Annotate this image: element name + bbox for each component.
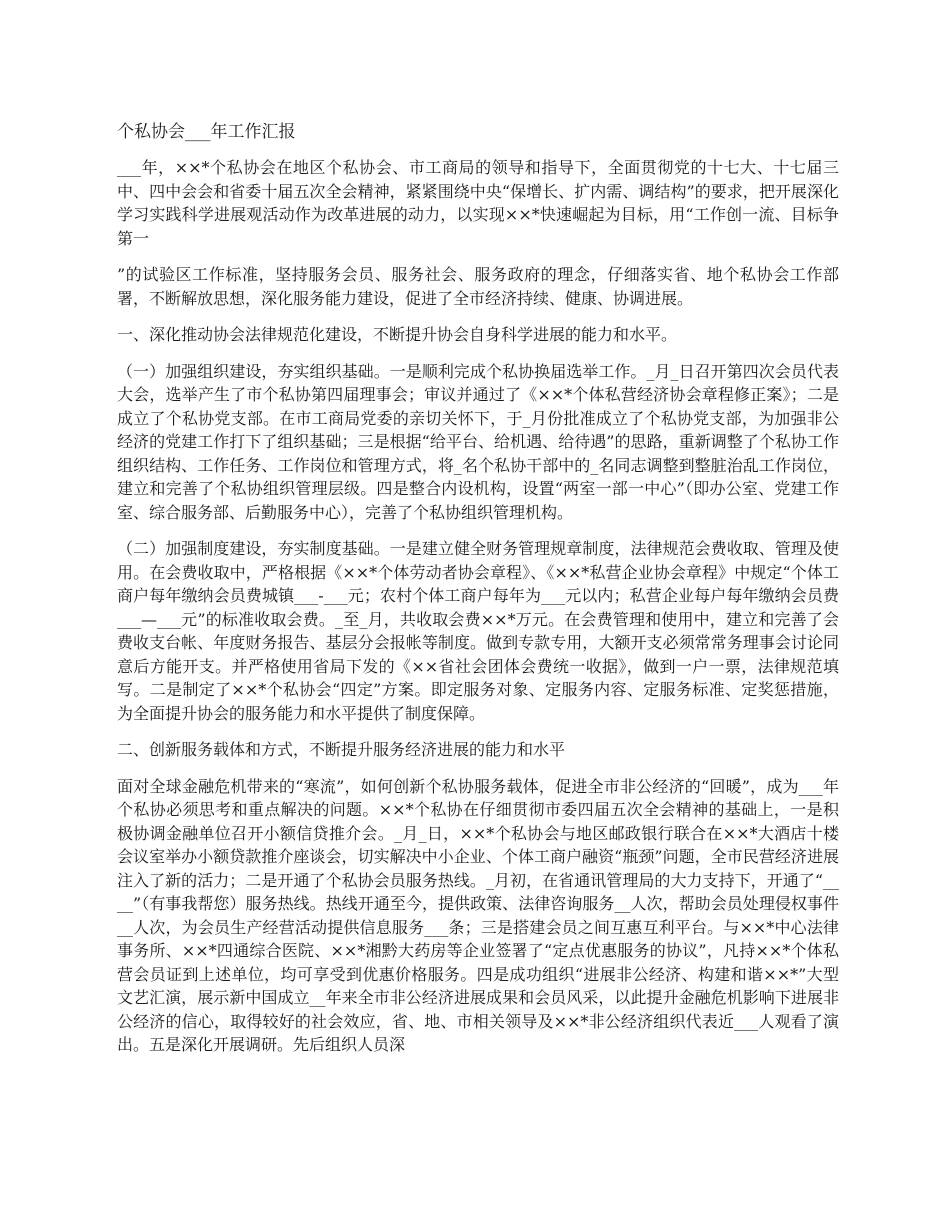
document-body — [117, 120, 839, 1070]
section-heading-2: 二、创新服务载体和方式，不断提升服务经济进展的能力和水平 — [117, 740, 566, 759]
subsection-system: （二）加强制度建设，夯实制度基础。一是建立健全财务管理规章制度，法律规范会费收取、管理及使用。在会费收取中，严格根据《××*个体劳动者协会章程》、《××*私营企业协会章程》中规定“个体工商户每年缴纳会员费城镇___-___元；农村个体工商户每年为___元以内；私营企业每户每年缴纳会员费___—___元”的标准收取会费。_至_月，共收取会费××*万元。在会费管理和使用中，建立和完善了会费收支台帐、年度财务报告、基层分会报帐等制度。做到专款专用，大额开支必须常常务理事会讨论同意后方能开支。并严格使用省局下发的《××省社会团体会费统一收据》，做到一户一票，法律规范填写。二是制定了××*个私协会“四定”方案。即定服务对象、定服务内容、定服务标准、定奖惩措施，为全面提升协会的服务能力和水平提供了制度保障。 — [117, 539, 839, 723]
document-title: 个私协会___年工作汇报 — [117, 122, 296, 142]
subsection-organization: （一）加强组织建设，夯实组织基础。一是顺利完成个私协换届选举工作。_月_日召开第四次会员代表大会，选举产生了市个私协第四届理事会；审议并通过了《××*个体私营经济协会章程修正案》；二是成立了个私协党支部。在市工商局党委的亲切关怀下，于_月份批准成立了个私协党支部，为加强非公经济的党建工作打下了组织基础；三是根据“给平台、给机遇、给待遇”的思路，重新调整了个私协工作组织结构、工作任务、工作岗位和管理方式，将_名个私协干部中的_名同志调整到整脏治乱工作岗位，建立和完善了个私协组织管理层级。四是整合内设机构，设置“两室一部一中心”（即办公室、党建工作室、综合服务部、后勤服务中心），完善了个私协组织管理机构。 — [117, 361, 839, 522]
section-2-paragraph: 面对全球金融危机带来的“寒流”，如何创新个私协服务载体，促进全市非公经济的“回暖”，成为___年个私协必须思考和重点解决的问题。××*个私协在仔细贯彻市委四届五次全会精神的基础上，一是积极协调金融单位召开小额信贷推介会。_月_日，××*个私协会与地区邮政银行联合在××*大酒店十楼会议室举办小额贷款推介座谈会，切实解决中小企业、个体工商户融资“瓶颈”问题，全市民营经济进展注入了新的活力；二是开通了个私协会员服务热线。_月初，在省通讯管理局的大力支持下，开通了“____”（有事我帮您）服务热线。热线开通至今，提供政策、法律咨询服务__人次，帮助会员处理侵权事件__人次，为会员生产经营活动提供信息服务___条；三是搭建会员之间互惠互利平台。与××*中心法律事务所、××*四通综合医院、××*湘黔大药房等企业签署了“定点优惠服务的协议”，凡持××*个体私营会员证到上述单位，均可享受到优惠价格服务。四是成功组织“进展非公经济、构建和谐××*”大型文艺汇演，展示新中国成立__年来全市非公经济进展成果和会员风采，以此提升金融危机影响下进展非公经济的信心，取得较好的社会效应，省、地、市相关领导及××*非公经济组织代表近___人观看了演出。五是深化开展调研。先后组织人员深 — [117, 776, 839, 1054]
section-heading-1: 一、深化推动协会法律规范化建设，不断提升协会自身科学进展的能力和水平。 — [117, 325, 678, 344]
intro-paragraph-continued: ”的试验区工作标准，坚持服务会员、服务社会、服务政府的理念，仔细落实省、地个私协会工作部署，不断解放思想，深化服务能力建设，促进了全市经济持续、健康、协调进展。 — [117, 265, 839, 308]
intro-paragraph: ___年，××*个私协会在地区个私协会、市工商局的领导和指导下，全面贯彻党的十七大、十七届三中、四中会会和省委十届五次全会精神，紧紧围绕中央“保增长、扩内需、调结构”的要求，把开展深化学习实践科学进展观活动作为改革进展的动力，以实现××*快速崛起为目标，用“工作创一流、目标争第一 — [117, 158, 839, 248]
